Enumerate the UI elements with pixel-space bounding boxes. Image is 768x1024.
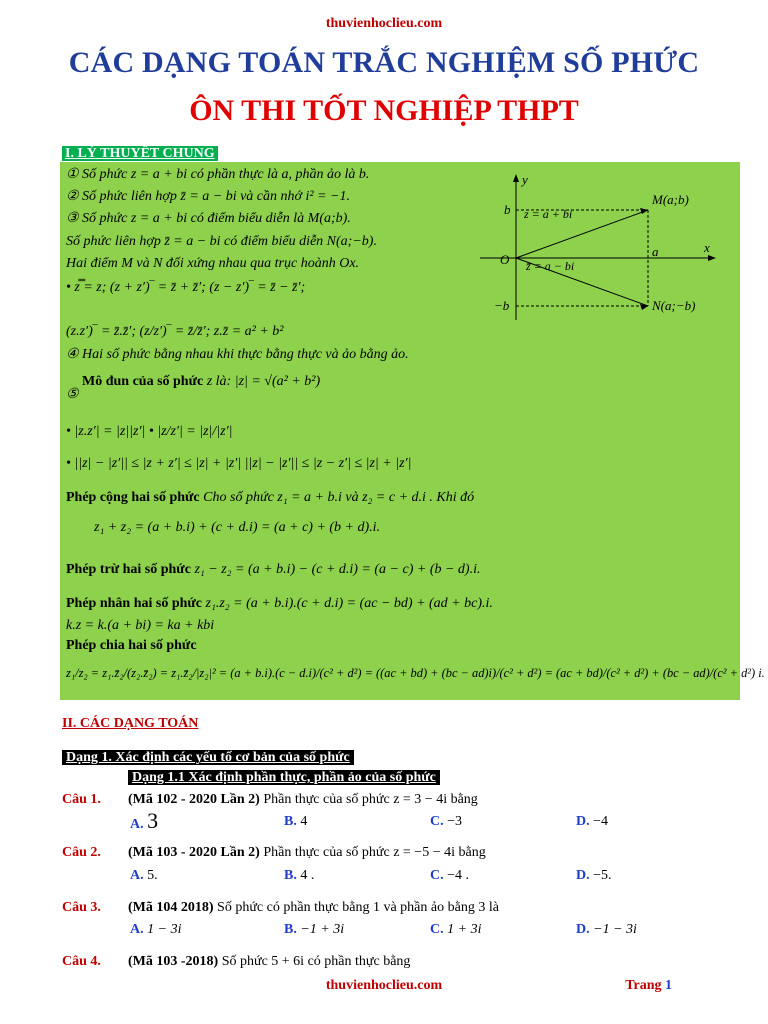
theory-line-11: • ||z| − |z′|| ≤ |z + z′| ≤ |z| + |z′| ||z| − |z′|| ≤ |z − z′| ≤ |z| + |z′|: [66, 456, 412, 471]
theory-box: [60, 162, 765, 700]
theory-line-4: Số phức liên hợp z̄ = a − bi có điểm biểu diễn N(a;−b).: [66, 234, 377, 249]
theory-line-14: [66, 562, 481, 578]
subtraction-label: Phép trừ hai số phức: [66, 562, 191, 577]
theory-line-13: z₁ + z₂ = (a + b.i) + (c + d.i) = (a + c) + (b + d).i.: [94, 520, 381, 535]
division-label: Phép chia hai số phức: [66, 638, 197, 653]
diagram-m: M(a;b): [652, 192, 689, 207]
q2-option-c[interactable]: C. −4 .: [430, 868, 470, 883]
page-subtitle: ÔN THI TỐT NGHIỆP THPT: [189, 94, 579, 127]
question-1: [62, 792, 478, 808]
theory-line-12: [66, 490, 474, 506]
diagram-zbar: z̄ = a − bi: [526, 259, 575, 273]
page-title: CÁC DẠNG TOÁN TRẮC NGHIỆM SỐ PHỨC: [68, 46, 700, 79]
question-3-text: Số phức có phần thực bằng 1 và phần ảo bằng 3 là: [213, 900, 499, 915]
question-1-source: (Mã 102 - 2020 Lần 2): [128, 792, 260, 807]
question-2-text: Phần thực của số phức z = −5 − 4i bằng: [259, 845, 486, 860]
question-2: [62, 845, 486, 861]
q3-option-b[interactable]: B. −1 + 3i: [284, 922, 345, 937]
modulus-formula: z là: |z| = √(a² + b²): [203, 374, 321, 389]
diagram-x: x: [704, 240, 710, 255]
q3-option-c[interactable]: C. 1 + 3i: [430, 922, 482, 937]
diagram-b: b: [504, 202, 511, 217]
q1-option-b[interactable]: B. 4: [284, 814, 308, 829]
question-3-label: Câu 3.: [62, 900, 101, 915]
q2-option-b[interactable]: B. 4 .: [284, 868, 315, 883]
theory-line-7: (z.z′)‾ = z̄.z̄′; (z/z′)‾ = z̄/z̄′; z.z̄ = a² + b²: [66, 324, 284, 339]
diagram-z: z = a + bi: [524, 207, 573, 221]
section2-heading: II. CÁC DẠNG TOÁN: [62, 716, 199, 731]
theory-line-10: • |z.z′| = |z||z′| • |z/z′| = |z|/|z′|: [66, 424, 233, 439]
diagram-origin: O: [500, 252, 510, 267]
theory-line-2: ② Số phức liên hợp z̄ = a − bi và cần nhớ i² = −1.: [66, 189, 350, 204]
page-label: Trang: [625, 978, 662, 993]
q1-option-d[interactable]: D. −4: [576, 814, 609, 829]
theory-line-5: Hai điểm M và N đối xứng nhau qua trục hoành Ox.: [66, 256, 360, 271]
theory-line-1: ① Số phức z = a + bi có phần thực là a, phần ảo là b.: [66, 167, 370, 182]
page-number-value: 1: [665, 978, 672, 993]
dang1-heading: [62, 748, 354, 766]
theory-line-9: [82, 374, 320, 390]
section1-heading: [62, 144, 218, 162]
multiplication-label: Phép nhân hai số phức: [66, 596, 203, 611]
question-2-label: Câu 2.: [62, 845, 101, 860]
question-3-source: (Mã 104 2018): [128, 900, 214, 915]
theory-line-6: • z̿ = z; (z + z′)‾ = z̄ + z̄′; (z − z′)‾ = z̄ − z̄′;: [66, 280, 306, 295]
division-formula: z₁/z₂ = z₁.z̄₂/(z₂.z̄₂) = z₁.z̄₂/|z₂|² = (a + b.i).(c − d.i)/(c² + d²) = ((ac + bd) + (bc − ad)i)/(c² + d²) = (ac + bd)/(c² + d²) + (bc − ad)/(c² + d²) i.: [66, 666, 765, 680]
circled-five: ⑤: [66, 387, 79, 402]
theory-line-15: [66, 596, 493, 612]
modulus-label: Mô đun của số phức: [82, 374, 204, 389]
question-4-source: (Mã 103 -2018): [128, 954, 219, 969]
q3-option-d[interactable]: D. −1 − 3i: [576, 922, 637, 937]
header-site[interactable]: thuvienhoclieu.com: [325, 16, 443, 31]
page-number: [625, 978, 672, 994]
q3-option-a[interactable]: A. 1 − 3i: [130, 922, 182, 937]
dang11-heading: [128, 768, 440, 786]
footer-site[interactable]: thuvienhoclieu.com: [325, 978, 443, 993]
q1-option-c[interactable]: C. −3: [430, 814, 463, 829]
diagram-a: a: [652, 244, 659, 259]
q2-option-a[interactable]: A. 5.: [130, 868, 158, 883]
diagram-n: N(a;−b): [652, 298, 696, 313]
theory-line-8: ④ Hai số phức bằng nhau khi thực bằng thực và ảo bằng ảo.: [66, 347, 409, 362]
q2-option-d[interactable]: D. −5.: [576, 868, 612, 883]
diagram-minus-b: −b: [494, 298, 510, 313]
q1-option-a[interactable]: A. 3: [130, 808, 159, 833]
m-arrow-icon: [640, 208, 648, 214]
question-3: [62, 900, 499, 916]
question-1-label: Câu 1.: [62, 792, 101, 807]
section1-heading-text: I. LÝ THUYẾT CHUNG: [62, 146, 218, 161]
complex-plane-diagram: [472, 172, 740, 332]
question-4-text: Số phức 5 + 6i có phần thực bằng: [218, 954, 411, 969]
multiplication-formula: z₁.z₂ = (a + b.i).(c + d.i) = (ac − bd) + (ad + bc).i.: [202, 596, 493, 611]
x-arrow-icon: [708, 255, 716, 261]
dang1-text: Dạng 1. Xác định các yếu tố cơ bản của số phức: [62, 750, 354, 765]
question-1-text: Phần thực của số phức z = 3 − 4i bằng: [259, 792, 478, 807]
addition-label: Phép cộng hai số phức: [66, 490, 200, 505]
question-2-source: (Mã 103 - 2020 Lần 2): [128, 845, 260, 860]
y-arrow-icon: [513, 174, 519, 182]
addition-setup: Cho số phức z₁ = a + b.i và z₂ = c + d.i . Khi đó: [199, 490, 475, 505]
subtraction-formula: z₁ − z₂ = (a + b.i) − (c + d.i) = (a − c) + (b − d).i.: [190, 562, 481, 577]
diagram-y: y: [522, 172, 528, 187]
question-4-label: Câu 4.: [62, 954, 101, 969]
dang11-text: Dạng 1.1 Xác định phần thực, phần ảo của số phức: [128, 770, 440, 785]
theory-line-16: k.z = k.(a + bi) = ka + kbi: [66, 618, 215, 633]
theory-line-3: ③ Số phức z = a + bi có điểm biểu diễn là M(a;b).: [66, 211, 351, 226]
question-4: [62, 954, 410, 970]
